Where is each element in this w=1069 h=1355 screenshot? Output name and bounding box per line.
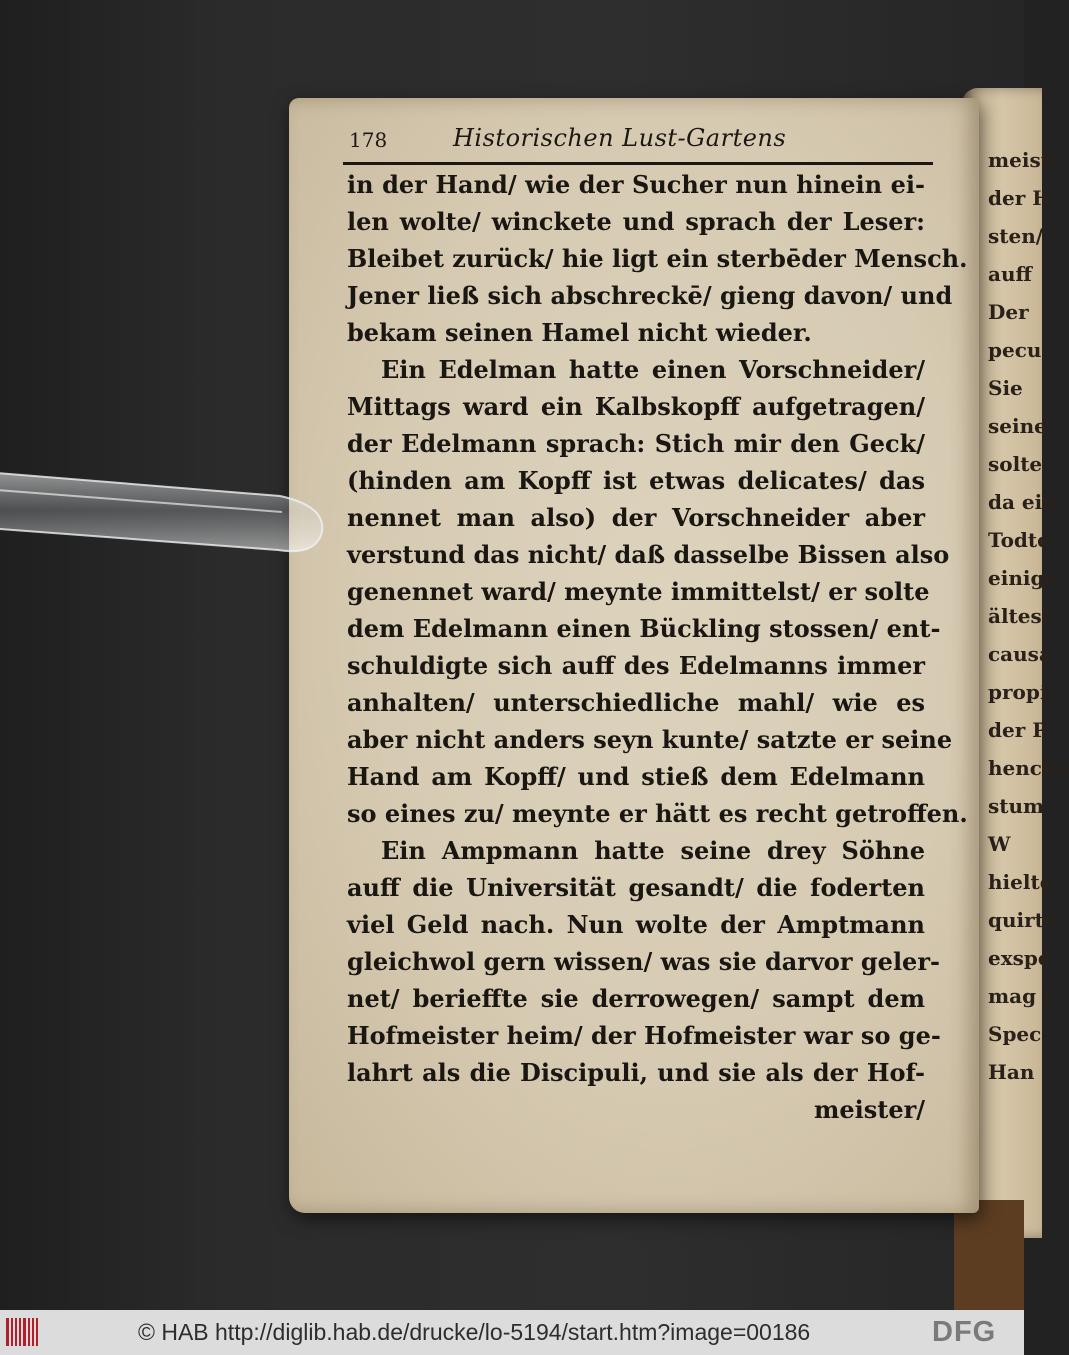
facing-page-fragment: da ein [988, 490, 1057, 514]
facing-page-fragment: propi [988, 680, 1048, 704]
facing-page-fragment: causa [988, 642, 1052, 666]
text-line: gleichwol gern wissen/ was sie darvor geler- [347, 947, 940, 976]
facing-page-fragment: seine [988, 414, 1047, 438]
page-number: 178 [349, 128, 388, 152]
page-holder-clip [0, 468, 335, 558]
text-line: aber nicht anders seyn kunte/ satzte er seine [347, 725, 953, 754]
text-line: Bleibet zurück/ hie ligt ein sterbēder Mensch. [347, 244, 968, 273]
book-page [289, 98, 979, 1213]
facing-page-fragment: meiste [988, 148, 1063, 172]
facing-page-fragment: stum [988, 794, 1045, 818]
facing-page-fragment: Spec [988, 1022, 1042, 1046]
facing-page-fragment: W [988, 832, 1011, 856]
facing-page-fragment: sten/ [988, 224, 1044, 248]
facing-page-fragment: Todte [988, 528, 1050, 552]
text-line: dem Edelmann einen Bückling stossen/ ent- [347, 614, 941, 643]
text-line: anhalten/ unterschiedliche mahl/ wie es [347, 688, 925, 717]
book-cover-edge [954, 1200, 1024, 1310]
text-line: Hand am Kopff/ und stieß dem Edelmann [347, 762, 925, 791]
text-line: Ein Ampmann hatte seine drey Söhne [381, 836, 925, 865]
facing-page-fragment: Sie [988, 376, 1023, 400]
facing-page-fragment: der H [988, 186, 1052, 210]
facing-page-fragment: einige [988, 566, 1058, 590]
running-head-title: Historischen Lust-Gartens [453, 124, 787, 152]
text-line: verstund das nicht/ daß dasselbe Bissen also [347, 540, 950, 569]
page-text [347, 166, 968, 1128]
hab-barcode-icon [6, 1318, 38, 1346]
copyright-link[interactable]: © HAB http://diglib.hab.de/drucke/lo-5194/start.htm?image=00186 [138, 1319, 811, 1345]
dfg-logo: DFG [932, 1316, 997, 1348]
text-line: viel Geld nach. Nun wolte der Amptmann [347, 910, 925, 939]
text-line: der Edelmann sprach: Stich mir den Geck/ [347, 429, 925, 458]
facing-page-fragment: hencke [988, 756, 1069, 780]
text-line: Jener ließ sich abschreckē/ gieng davon/ und [347, 281, 953, 310]
text-line: (hinden am Kopff ist etwas delicates/ das [347, 466, 925, 495]
text-line: nennet man also) der Vorschneider aber [347, 503, 925, 532]
facing-page-fragment: auff [988, 262, 1032, 286]
text-line: Ein Edelman hatte einen Vorschneider/ [381, 355, 925, 384]
text-line: len wolte/ winckete und sprach der Leser: [347, 207, 925, 236]
text-line: Mittags ward ein Kalbskopff aufgetragen/ [347, 392, 925, 421]
text-line: meister/ [813, 1095, 925, 1124]
text-line: lahrt als die Discipuli, und sie als der Hof- [347, 1058, 925, 1087]
facing-page-fragment: Han [988, 1060, 1035, 1084]
text-line: bekam seinen Hamel nicht wieder. [347, 318, 812, 347]
text-line: net/ berieffte sie derrowegen/ sampt dem [347, 984, 925, 1013]
facing-page-fragment: pecu [988, 338, 1042, 362]
text-line: Hofmeister heim/ der Hofmeister war so ge- [347, 1021, 941, 1050]
text-line: genennet ward/ meynte immittelst/ er solte [347, 577, 930, 606]
facing-page-fragment: hielte [988, 870, 1053, 894]
facing-page-fragment: solte [988, 452, 1043, 476]
facing-page-fragment: exspe [988, 946, 1051, 970]
facing-page-fragment: quirte [988, 908, 1057, 932]
facing-page-fragment: mag f [988, 984, 1052, 1008]
running-head [343, 122, 933, 165]
text-line: so eines zu/ meynte er hätt es recht getroffen. [347, 799, 968, 828]
text-line: in der Hand/ wie der Sucher nun hinein ei- [347, 170, 925, 199]
facing-page-fragment: der P [988, 718, 1048, 742]
facing-page-fragment: Der [988, 300, 1029, 324]
text-line: schuldigte sich auff des Edelmanns immer [347, 651, 925, 680]
facing-page-fragment: ältest [988, 604, 1052, 628]
footer-bar [0, 1310, 1024, 1355]
text-line: auff die Universität gesandt/ die foderten [347, 873, 925, 902]
